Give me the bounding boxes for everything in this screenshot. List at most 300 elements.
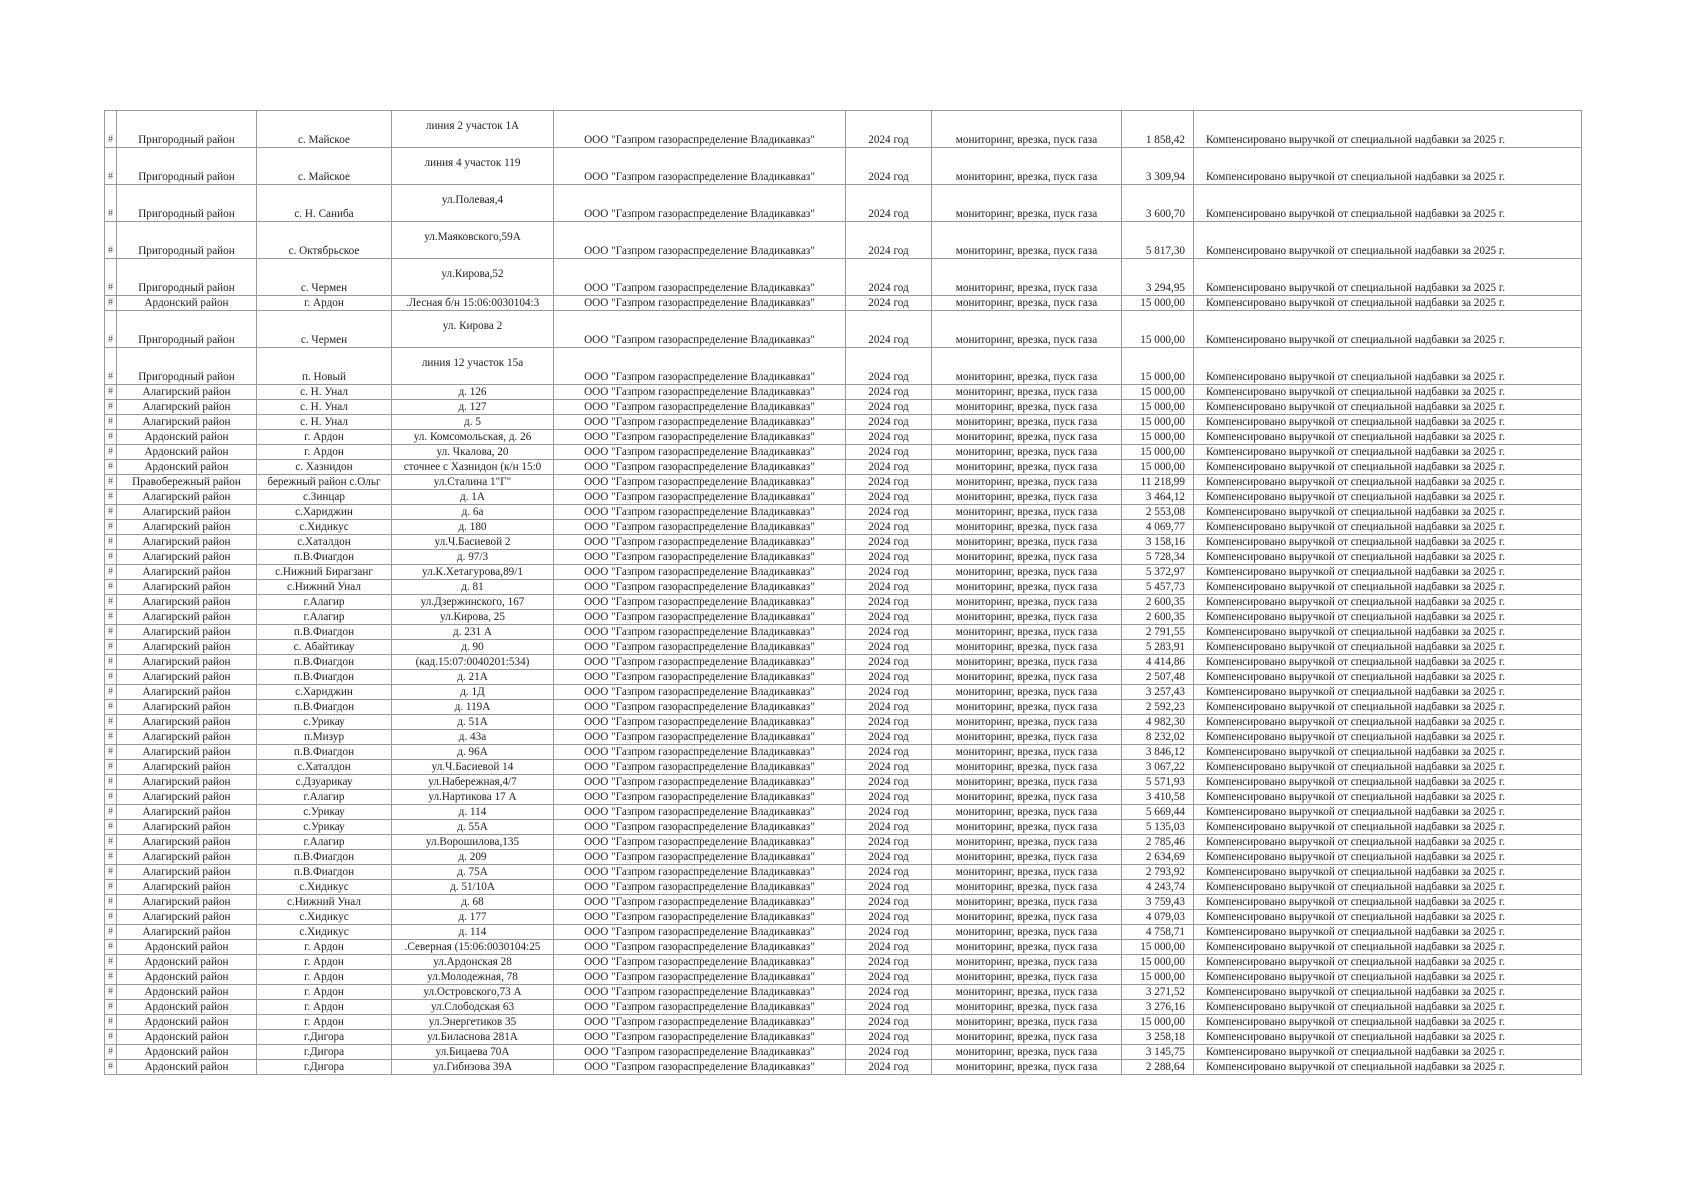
row-marker: #	[105, 970, 117, 985]
row-marker: #	[105, 985, 117, 1000]
works-cell: мониторинг, врезка, пуск газа	[932, 700, 1122, 715]
works-cell: мониторинг, врезка, пуск газа	[932, 775, 1122, 790]
address-cell: д. 21А	[392, 670, 554, 685]
year-cell: 2024 год	[846, 185, 932, 222]
district-cell: Алагирский район	[117, 490, 257, 505]
works-cell: мониторинг, врезка, пуск газа	[932, 895, 1122, 910]
works-cell: мониторинг, врезка, пуск газа	[932, 580, 1122, 595]
organization-cell: ООО "Газпром газораспределение Владикавказ"	[554, 185, 846, 222]
amount-cell: 2 634,69	[1122, 850, 1194, 865]
note-cell: Компенсировано выручкой от специальной надбавки за 2025 г.	[1194, 655, 1582, 670]
settlement-cell: п.В.Фиагдон	[257, 865, 392, 880]
row-marker: #	[105, 1030, 117, 1045]
address-cell: ул.Маяковского,59А	[392, 222, 554, 259]
row-marker: #	[105, 520, 117, 535]
district-cell: Алагирский район	[117, 925, 257, 940]
works-cell: мониторинг, врезка, пуск газа	[932, 520, 1122, 535]
table-row	[105, 760, 1582, 775]
amount-cell: 5 571,93	[1122, 775, 1194, 790]
amount-cell: 5 728,34	[1122, 550, 1194, 565]
organization-cell: ООО "Газпром газораспределение Владикавказ"	[554, 925, 846, 940]
note-cell: Компенсировано выручкой от специальной надбавки за 2025 г.	[1194, 460, 1582, 475]
works-cell: мониторинг, врезка, пуск газа	[932, 655, 1122, 670]
year-cell: 2024 год	[846, 685, 932, 700]
organization-cell: ООО "Газпром газораспределение Владикавказ"	[554, 820, 846, 835]
works-cell: мониторинг, врезка, пуск газа	[932, 820, 1122, 835]
amount-cell: 3 258,18	[1122, 1030, 1194, 1045]
district-cell: Алагирский район	[117, 895, 257, 910]
district-cell: Алагирский район	[117, 865, 257, 880]
works-cell: мониторинг, врезка, пуск газа	[932, 222, 1122, 259]
district-cell: Ардонский район	[117, 460, 257, 475]
organization-cell: ООО "Газпром газораспределение Владикавказ"	[554, 1060, 846, 1075]
note-cell: Компенсировано выручкой от специальной надбавки за 2025 г.	[1194, 775, 1582, 790]
row-marker: #	[105, 348, 117, 385]
row-marker: #	[105, 640, 117, 655]
row-marker: #	[105, 700, 117, 715]
note-cell: Компенсировано выручкой от специальной надбавки за 2025 г.	[1194, 430, 1582, 445]
table-row	[105, 311, 1582, 348]
settlement-cell: с. Хазнидон	[257, 460, 392, 475]
address-cell: д. 119А	[392, 700, 554, 715]
table-row	[105, 895, 1582, 910]
year-cell: 2024 год	[846, 835, 932, 850]
table-row	[105, 385, 1582, 400]
works-cell: мониторинг, врезка, пуск газа	[932, 505, 1122, 520]
address-cell: д. 180	[392, 520, 554, 535]
amount-cell: 4 414,86	[1122, 655, 1194, 670]
works-cell: мониторинг, врезка, пуск газа	[932, 296, 1122, 311]
note-cell: Компенсировано выручкой от специальной надбавки за 2025 г.	[1194, 445, 1582, 460]
address-cell: ул.Слободская 63	[392, 1000, 554, 1015]
note-cell: Компенсировано выручкой от специальной надбавки за 2025 г.	[1194, 625, 1582, 640]
amount-cell: 15 000,00	[1122, 445, 1194, 460]
row-marker: #	[105, 670, 117, 685]
works-cell: мониторинг, врезка, пуск газа	[932, 490, 1122, 505]
address-cell: ул.Молодежная, 78	[392, 970, 554, 985]
amount-cell: 4 243,74	[1122, 880, 1194, 895]
note-cell: Компенсировано выручкой от специальной надбавки за 2025 г.	[1194, 970, 1582, 985]
settlement-cell: с.Урикау	[257, 715, 392, 730]
row-marker: #	[105, 955, 117, 970]
amount-cell: 2 791,55	[1122, 625, 1194, 640]
note-cell: Компенсировано выручкой от специальной надбавки за 2025 г.	[1194, 865, 1582, 880]
year-cell: 2024 год	[846, 1000, 932, 1015]
district-cell: Алагирский район	[117, 640, 257, 655]
organization-cell: ООО "Газпром газораспределение Владикавказ"	[554, 148, 846, 185]
table-row	[105, 805, 1582, 820]
note-cell: Компенсировано выручкой от специальной надбавки за 2025 г.	[1194, 820, 1582, 835]
settlement-cell: п. Новый	[257, 348, 392, 385]
table-row	[105, 185, 1582, 222]
row-marker: #	[105, 685, 117, 700]
address-cell: ул.Дзержинского, 167	[392, 595, 554, 610]
note-cell: Компенсировано выручкой от специальной надбавки за 2025 г.	[1194, 400, 1582, 415]
settlement-cell: п.В.Фиагдон	[257, 700, 392, 715]
year-cell: 2024 год	[846, 1030, 932, 1045]
organization-cell: ООО "Газпром газораспределение Владикавказ"	[554, 550, 846, 565]
district-cell: Пригородный район	[117, 311, 257, 348]
settlement-cell: г.Алагир	[257, 595, 392, 610]
table-row	[105, 490, 1582, 505]
address-cell: ул.Кирова, 25	[392, 610, 554, 625]
address-cell: линия 4 участок 119	[392, 148, 554, 185]
table-row	[105, 670, 1582, 685]
address-cell: д. 43а	[392, 730, 554, 745]
table-row	[105, 865, 1582, 880]
address-cell: ул.Сталина 1"Г"	[392, 475, 554, 490]
district-cell: Ардонский район	[117, 1030, 257, 1045]
organization-cell: ООО "Газпром газораспределение Владикавказ"	[554, 1000, 846, 1015]
district-cell: Ардонский район	[117, 1015, 257, 1030]
table-row	[105, 445, 1582, 460]
table-row	[105, 565, 1582, 580]
district-cell: Алагирский район	[117, 415, 257, 430]
works-cell: мониторинг, врезка, пуск газа	[932, 1030, 1122, 1045]
settlement-cell: г.Дигора	[257, 1030, 392, 1045]
works-cell: мониторинг, врезка, пуск газа	[932, 445, 1122, 460]
year-cell: 2024 год	[846, 520, 932, 535]
organization-cell: ООО "Газпром газораспределение Владикавказ"	[554, 850, 846, 865]
note-cell: Компенсировано выручкой от специальной надбавки за 2025 г.	[1194, 111, 1582, 148]
address-cell: ул.Набережная,4/7	[392, 775, 554, 790]
works-cell: мониторинг, врезка, пуск газа	[932, 685, 1122, 700]
year-cell: 2024 год	[846, 505, 932, 520]
address-cell: ул.Ч.Басиевой 2	[392, 535, 554, 550]
table-row	[105, 348, 1582, 385]
address-cell: д. 51А	[392, 715, 554, 730]
note-cell: Компенсировано выручкой от специальной надбавки за 2025 г.	[1194, 1060, 1582, 1075]
works-cell: мониторинг, врезка, пуск газа	[932, 985, 1122, 1000]
table-row	[105, 640, 1582, 655]
row-marker: #	[105, 760, 117, 775]
district-cell: Алагирский район	[117, 565, 257, 580]
row-marker: #	[105, 580, 117, 595]
works-cell: мониторинг, врезка, пуск газа	[932, 550, 1122, 565]
year-cell: 2024 год	[846, 820, 932, 835]
year-cell: 2024 год	[846, 880, 932, 895]
address-cell: д. 126	[392, 385, 554, 400]
amount-cell: 15 000,00	[1122, 311, 1194, 348]
row-marker: #	[105, 430, 117, 445]
note-cell: Компенсировано выручкой от специальной надбавки за 2025 г.	[1194, 730, 1582, 745]
address-cell: линия 2 участок 1А	[392, 111, 554, 148]
works-cell: мониторинг, врезка, пуск газа	[932, 311, 1122, 348]
amount-cell: 15 000,00	[1122, 385, 1194, 400]
settlement-cell: с.Хидикус	[257, 910, 392, 925]
district-cell: Алагирский район	[117, 505, 257, 520]
settlement-cell: п.В.Фиагдон	[257, 850, 392, 865]
amount-cell: 2 592,23	[1122, 700, 1194, 715]
amount-cell: 3 846,12	[1122, 745, 1194, 760]
district-cell: Алагирский район	[117, 760, 257, 775]
settlement-cell: г. Ардон	[257, 985, 392, 1000]
table-row	[105, 400, 1582, 415]
works-cell: мониторинг, врезка, пуск газа	[932, 595, 1122, 610]
amount-cell: 15 000,00	[1122, 940, 1194, 955]
year-cell: 2024 год	[846, 400, 932, 415]
settlement-cell: с.Нижний Унал	[257, 580, 392, 595]
table-row	[105, 430, 1582, 445]
row-marker: #	[105, 895, 117, 910]
address-cell: ул.Ч.Басиевой 14	[392, 760, 554, 775]
row-marker: #	[105, 415, 117, 430]
row-marker: #	[105, 445, 117, 460]
amount-cell: 3 145,75	[1122, 1045, 1194, 1060]
works-cell: мониторинг, врезка, пуск газа	[932, 955, 1122, 970]
address-cell: д. 209	[392, 850, 554, 865]
row-marker: #	[105, 880, 117, 895]
district-cell: Ардонский район	[117, 955, 257, 970]
year-cell: 2024 год	[846, 148, 932, 185]
amount-cell: 5 457,73	[1122, 580, 1194, 595]
year-cell: 2024 год	[846, 445, 932, 460]
year-cell: 2024 год	[846, 580, 932, 595]
organization-cell: ООО "Газпром газораспределение Владикавказ"	[554, 1045, 846, 1060]
district-cell: Пригородный район	[117, 185, 257, 222]
year-cell: 2024 год	[846, 940, 932, 955]
district-cell: Ардонский район	[117, 445, 257, 460]
note-cell: Компенсировано выручкой от специальной надбавки за 2025 г.	[1194, 222, 1582, 259]
district-cell: Алагирский район	[117, 550, 257, 565]
year-cell: 2024 год	[846, 865, 932, 880]
address-cell: д. 75А	[392, 865, 554, 880]
address-cell: д. 51/10А	[392, 880, 554, 895]
amount-cell: 3 600,70	[1122, 185, 1194, 222]
year-cell: 2024 год	[846, 111, 932, 148]
amount-cell: 4 758,71	[1122, 925, 1194, 940]
note-cell: Компенсировано выручкой от специальной надбавки за 2025 г.	[1194, 670, 1582, 685]
year-cell: 2024 год	[846, 460, 932, 475]
works-cell: мониторинг, врезка, пуск газа	[932, 1000, 1122, 1015]
settlement-cell: с. Майское	[257, 111, 392, 148]
amount-cell: 3 276,16	[1122, 1000, 1194, 1015]
year-cell: 2024 год	[846, 790, 932, 805]
row-marker: #	[105, 625, 117, 640]
row-marker: #	[105, 222, 117, 259]
district-cell: Алагирский район	[117, 385, 257, 400]
row-marker: #	[105, 565, 117, 580]
settlement-cell: п.В.Фиагдон	[257, 745, 392, 760]
address-cell: .Северная (15:06:0030104:25	[392, 940, 554, 955]
amount-cell: 2 600,35	[1122, 610, 1194, 625]
note-cell: Компенсировано выручкой от специальной надбавки за 2025 г.	[1194, 835, 1582, 850]
address-cell: д. 68	[392, 895, 554, 910]
table-row	[105, 505, 1582, 520]
row-marker: #	[105, 925, 117, 940]
row-marker: #	[105, 259, 117, 296]
table-row	[105, 700, 1582, 715]
address-cell: ул.Гибизова 39А	[392, 1060, 554, 1075]
works-cell: мониторинг, врезка, пуск газа	[932, 1015, 1122, 1030]
row-marker: #	[105, 400, 117, 415]
settlement-cell: с. Чермен	[257, 259, 392, 296]
table-row	[105, 1045, 1582, 1060]
organization-cell: ООО "Газпром газораспределение Владикавказ"	[554, 730, 846, 745]
amount-cell: 5 372,97	[1122, 565, 1194, 580]
amount-cell: 2 507,48	[1122, 670, 1194, 685]
year-cell: 2024 год	[846, 565, 932, 580]
district-cell: Алагирский район	[117, 700, 257, 715]
settlement-cell: с. Н. Унал	[257, 400, 392, 415]
table-row	[105, 625, 1582, 640]
address-cell: д. 6а	[392, 505, 554, 520]
settlement-cell: п.В.Фиагдон	[257, 550, 392, 565]
note-cell: Компенсировано выручкой от специальной надбавки за 2025 г.	[1194, 790, 1582, 805]
organization-cell: ООО "Газпром газораспределение Владикавказ"	[554, 655, 846, 670]
district-cell: Ардонский район	[117, 430, 257, 445]
address-cell: ул. Кирова 2	[392, 311, 554, 348]
year-cell: 2024 год	[846, 625, 932, 640]
year-cell: 2024 год	[846, 1060, 932, 1075]
settlement-cell: с. Н. Унал	[257, 415, 392, 430]
settlement-cell: с.Урикау	[257, 820, 392, 835]
amount-cell: 15 000,00	[1122, 415, 1194, 430]
table-row	[105, 775, 1582, 790]
table-row	[105, 790, 1582, 805]
note-cell: Компенсировано выручкой от специальной надбавки за 2025 г.	[1194, 505, 1582, 520]
works-cell: мониторинг, врезка, пуск газа	[932, 400, 1122, 415]
district-cell: Алагирский район	[117, 730, 257, 745]
table-row	[105, 910, 1582, 925]
works-cell: мониторинг, врезка, пуск газа	[932, 535, 1122, 550]
amount-cell: 2 553,08	[1122, 505, 1194, 520]
works-cell: мониторинг, врезка, пуск газа	[932, 640, 1122, 655]
district-cell: Алагирский район	[117, 835, 257, 850]
amount-cell: 15 000,00	[1122, 970, 1194, 985]
address-cell: д. 127	[392, 400, 554, 415]
row-marker: #	[105, 790, 117, 805]
note-cell: Компенсировано выручкой от специальной надбавки за 2025 г.	[1194, 520, 1582, 535]
district-cell: Алагирский район	[117, 655, 257, 670]
data-table	[104, 110, 1582, 1075]
settlement-cell: с.Хариджин	[257, 685, 392, 700]
table-row	[105, 715, 1582, 730]
address-cell: ул.К.Хетагурова,89/1	[392, 565, 554, 580]
year-cell: 2024 год	[846, 550, 932, 565]
note-cell: Компенсировано выручкой от специальной надбавки за 2025 г.	[1194, 385, 1582, 400]
amount-cell: 3 410,58	[1122, 790, 1194, 805]
district-cell: Ардонский район	[117, 1060, 257, 1075]
settlement-cell: с. Н. Унал	[257, 385, 392, 400]
organization-cell: ООО "Газпром газораспределение Владикавказ"	[554, 685, 846, 700]
table-row	[105, 222, 1582, 259]
works-cell: мониторинг, врезка, пуск газа	[932, 1045, 1122, 1060]
amount-cell: 3 294,95	[1122, 259, 1194, 296]
note-cell: Компенсировано выручкой от специальной надбавки за 2025 г.	[1194, 940, 1582, 955]
table-row	[105, 475, 1582, 490]
year-cell: 2024 год	[846, 925, 932, 940]
note-cell: Компенсировано выручкой от специальной надбавки за 2025 г.	[1194, 1000, 1582, 1015]
table-row	[105, 460, 1582, 475]
works-cell: мониторинг, врезка, пуск газа	[932, 148, 1122, 185]
organization-cell: ООО "Газпром газораспределение Владикавказ"	[554, 505, 846, 520]
settlement-cell: г. Ардон	[257, 296, 392, 311]
table-row	[105, 415, 1582, 430]
settlement-cell: г.Дигора	[257, 1045, 392, 1060]
row-marker: #	[105, 296, 117, 311]
organization-cell: ООО "Газпром газораспределение Владикавказ"	[554, 910, 846, 925]
district-cell: Алагирский район	[117, 535, 257, 550]
settlement-cell: с.Урикау	[257, 805, 392, 820]
settlement-cell: с. Абайтикау	[257, 640, 392, 655]
address-cell: ул.Бицаева 70А	[392, 1045, 554, 1060]
amount-cell: 8 232,02	[1122, 730, 1194, 745]
amount-cell: 4 982,30	[1122, 715, 1194, 730]
table-row	[105, 985, 1582, 1000]
amount-cell: 5 817,30	[1122, 222, 1194, 259]
works-cell: мониторинг, врезка, пуск газа	[932, 805, 1122, 820]
year-cell: 2024 год	[846, 1015, 932, 1030]
amount-cell: 3 271,52	[1122, 985, 1194, 1000]
settlement-cell: с.Хидикус	[257, 925, 392, 940]
organization-cell: ООО "Газпром газораспределение Владикавказ"	[554, 760, 846, 775]
year-cell: 2024 год	[846, 715, 932, 730]
table-row	[105, 820, 1582, 835]
year-cell: 2024 год	[846, 970, 932, 985]
year-cell: 2024 год	[846, 430, 932, 445]
district-cell: Алагирский район	[117, 625, 257, 640]
organization-cell: ООО "Газпром газораспределение Владикавказ"	[554, 895, 846, 910]
note-cell: Компенсировано выручкой от специальной надбавки за 2025 г.	[1194, 550, 1582, 565]
year-cell: 2024 год	[846, 222, 932, 259]
table-row	[105, 550, 1582, 565]
year-cell: 2024 год	[846, 760, 932, 775]
works-cell: мониторинг, врезка, пуск газа	[932, 925, 1122, 940]
address-cell: д. 1А	[392, 490, 554, 505]
note-cell: Компенсировано выручкой от специальной надбавки за 2025 г.	[1194, 880, 1582, 895]
works-cell: мониторинг, врезка, пуск газа	[932, 790, 1122, 805]
address-cell: д. 177	[392, 910, 554, 925]
address-cell: .Лесная б/н 15:06:0030104:3	[392, 296, 554, 311]
table-row	[105, 296, 1582, 311]
year-cell: 2024 год	[846, 985, 932, 1000]
year-cell: 2024 год	[846, 730, 932, 745]
note-cell: Компенсировано выручкой от специальной надбавки за 2025 г.	[1194, 640, 1582, 655]
amount-cell: 15 000,00	[1122, 430, 1194, 445]
district-cell: Алагирский район	[117, 580, 257, 595]
table-row	[105, 940, 1582, 955]
amount-cell: 15 000,00	[1122, 296, 1194, 311]
address-cell: ул.Биласнова 281А	[392, 1030, 554, 1045]
note-cell: Компенсировано выручкой от специальной надбавки за 2025 г.	[1194, 348, 1582, 385]
note-cell: Компенсировано выручкой от специальной надбавки за 2025 г.	[1194, 760, 1582, 775]
row-marker: #	[105, 185, 117, 222]
settlement-cell: с.Хаталдон	[257, 760, 392, 775]
amount-cell: 3 067,22	[1122, 760, 1194, 775]
address-cell: ул. Комсомольская, д. 26	[392, 430, 554, 445]
settlement-cell: г.Дигора	[257, 1060, 392, 1075]
note-cell: Компенсировано выручкой от специальной надбавки за 2025 г.	[1194, 185, 1582, 222]
row-marker: #	[105, 610, 117, 625]
organization-cell: ООО "Газпром газораспределение Владикавказ"	[554, 835, 846, 850]
amount-cell: 15 000,00	[1122, 1015, 1194, 1030]
works-cell: мониторинг, врезка, пуск газа	[932, 910, 1122, 925]
organization-cell: ООО "Газпром газораспределение Владикавказ"	[554, 222, 846, 259]
note-cell: Компенсировано выручкой от специальной надбавки за 2025 г.	[1194, 1030, 1582, 1045]
amount-cell: 3 759,43	[1122, 895, 1194, 910]
works-cell: мониторинг, врезка, пуск газа	[932, 835, 1122, 850]
table-row	[105, 655, 1582, 670]
note-cell: Компенсировано выручкой от специальной надбавки за 2025 г.	[1194, 148, 1582, 185]
settlement-cell: с.Хариджин	[257, 505, 392, 520]
note-cell: Компенсировано выручкой от специальной надбавки за 2025 г.	[1194, 565, 1582, 580]
amount-cell: 1 858,42	[1122, 111, 1194, 148]
works-cell: мониторинг, врезка, пуск газа	[932, 475, 1122, 490]
organization-cell: ООО "Газпром газораспределение Владикавказ"	[554, 385, 846, 400]
organization-cell: ООО "Газпром газораспределение Владикавказ"	[554, 565, 846, 580]
district-cell: Алагирский район	[117, 805, 257, 820]
